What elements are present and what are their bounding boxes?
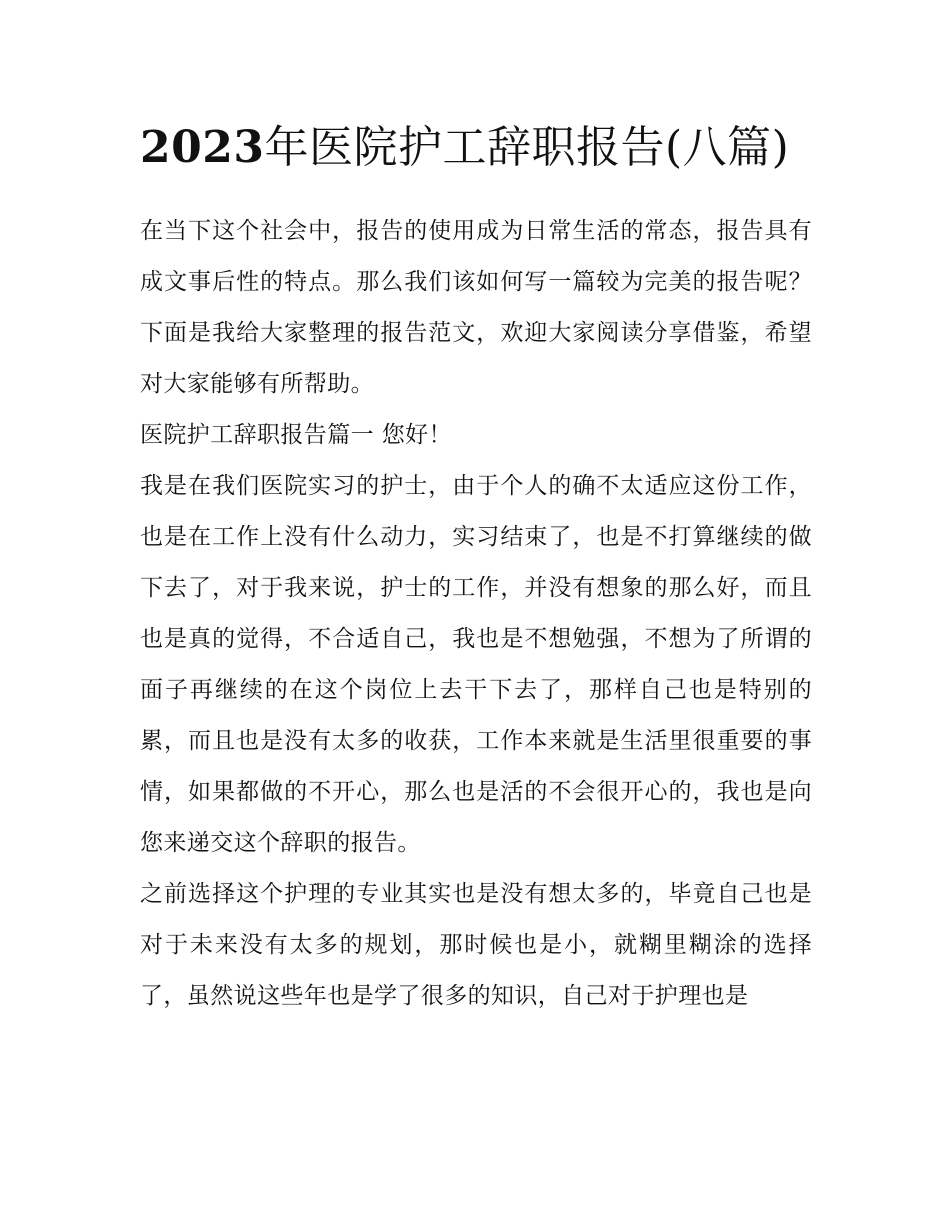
body-paragraph: 我是在我们医院实习的护士，由于个人的确不太适应这份工作，也是在工作上没有什么动力，实习结束了，也是不打算继续的做下去了，对于我来说，护士的工作，并没有想象的那么好，而且也是真的觉得，不合适自己，我也是不想勉强，不想为了所谓的面子再继续的在这个岗位上去干下去了，那样自己也是特别的累，而且也是没有太多的收获，工作本来就是生活里很重要的事情，如果都做的不开心，那么也是活的不会很开心的，我也是向您来递交这个辞职的报告。 [140, 473, 812, 856]
body-paragraph: 之前选择这个护理的专业其实也是没有想太多的，毕竟自己也是对于未来没有太多的规划，那时候也是小，就糊里糊涂的选择了，虽然说这些年也是学了很多的知识，自己对于护理也是 [140, 881, 812, 1009]
title-text: 年医院护工辞职报告(八篇) [264, 122, 790, 173]
document-page [140, 112, 812, 1022]
intro-paragraph: 在当下这个社会中，报告的使用成为日常生活的常态，报告具有成文事后性的特点。那么我们该如何写一篇较为完美的报告呢？下面是我给大家整理的报告范文，欢迎大家阅读分享借鉴，希望对大家能够有所帮助。 [140, 218, 812, 397]
document-body [140, 206, 812, 1022]
section-heading-paragraph: 医院护工辞职报告篇一 您好！ [140, 422, 452, 448]
title-year: 2023 [140, 122, 265, 173]
document-title [140, 112, 800, 184]
